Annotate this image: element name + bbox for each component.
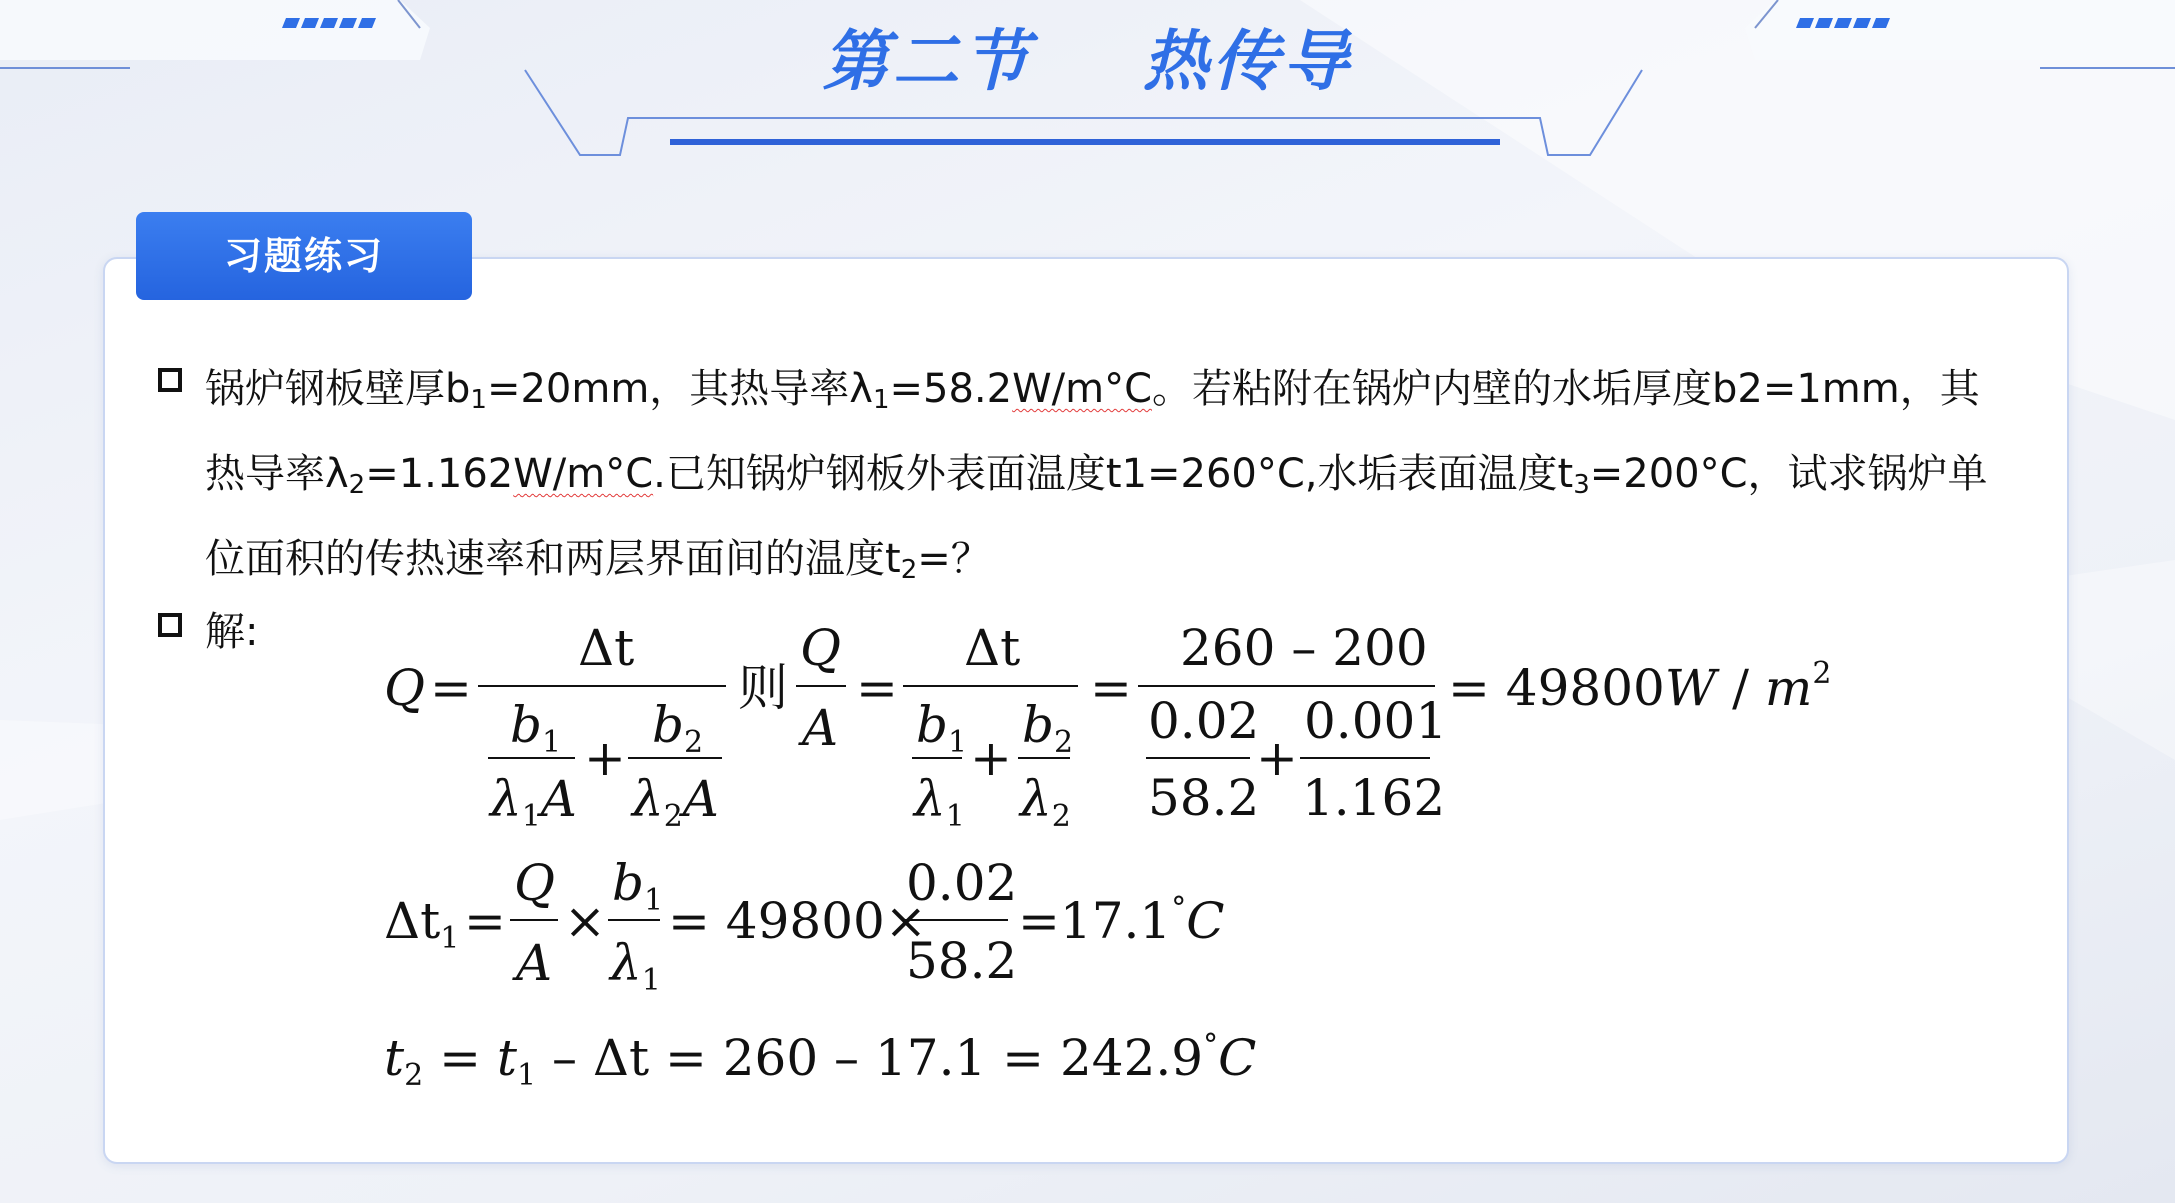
svg-text:Δt: Δt xyxy=(964,619,1021,677)
svg-text:λ1: $\lambda_1$ xyxy=(914,770,965,834)
svg-text:λ1: $\lambda_1$ xyxy=(610,934,661,998)
eq2-times: × xyxy=(564,892,606,950)
eq1-0.02: 0.02 xyxy=(1148,692,1260,750)
eq1-delta-t: Δt xyxy=(578,619,635,677)
section-number: 第二节 xyxy=(822,23,1033,100)
svg-text:b1: $b_1$ xyxy=(916,696,968,760)
eq1-lambda2-A: $\lambda_2A$ xyxy=(632,770,719,834)
eq1-numerator: 260 – 200 xyxy=(1180,619,1428,677)
eq2-lhs: $\Delta t_1$ xyxy=(384,892,460,956)
eq1-lambda1-A: $\lambda_1A$ xyxy=(490,770,577,834)
svg-text:λ2: $\lambda_2$ xyxy=(1020,770,1071,834)
eq2-mid: = 49800× xyxy=(668,892,927,950)
svg-text:=: = xyxy=(856,659,898,717)
eq1-0.001: 0.001 xyxy=(1304,692,1448,750)
svg-text:=: = xyxy=(464,892,506,950)
svg-text:b1: $b_1$ xyxy=(612,854,664,918)
eq1-58.2: 58.2 xyxy=(1148,769,1260,827)
eq1-1.162: 1.162 xyxy=(1302,769,1446,827)
svg-text:+: + xyxy=(970,729,1012,787)
eq1-then: 则 xyxy=(738,659,788,717)
exercise-tab: 习题练习 xyxy=(136,212,472,300)
solution-label: 解: xyxy=(205,609,259,655)
svg-text:Q: Q xyxy=(514,854,555,912)
eq2-den: 58.2 xyxy=(906,932,1018,990)
problem-text: 锅炉钢板壁厚$b_1=20mm$，其热导率$\lambda_1=58.2W/m^\circ C$。若粘附在锅炉内壁的水垢厚度b2=1mm，其热导率$\lambda_2=1.162W/m^\circ C$.已知锅炉钢板外表面温度t1=260°C,水垢表面温度$t_3=200^\circ C$，试求锅炉单位面积的传热速率和两层界面间的温度$t_2=$？ xyxy=(205,366,1988,585)
section-topic: 热传导 xyxy=(1142,23,1353,100)
eq1-b2: $b_2$ xyxy=(652,696,704,760)
svg-text:A: A xyxy=(516,934,553,992)
eq1-b1: $b_1$ xyxy=(510,696,562,760)
eq1-equals: = xyxy=(430,659,472,717)
svg-text:b2: $b_2$ xyxy=(1022,696,1074,760)
eq1-Q: Q xyxy=(384,659,425,717)
svg-text:A: A xyxy=(802,699,839,757)
eq3: $t_2 = t_1 - \Delta t = 260 - 17.1 = 242.9^\circ C$ xyxy=(384,1028,1257,1093)
eq2-result: =17.1°C xyxy=(1018,891,1225,950)
eq1-result: = $49800W / m^2$ xyxy=(1448,656,1832,717)
eq1-plus: + xyxy=(584,729,626,787)
svg-text:Q: Q xyxy=(800,619,841,677)
svg-text:=: = xyxy=(1090,659,1132,717)
eq2-num: 0.02 xyxy=(906,854,1018,912)
svg-text:+: + xyxy=(1256,729,1298,787)
